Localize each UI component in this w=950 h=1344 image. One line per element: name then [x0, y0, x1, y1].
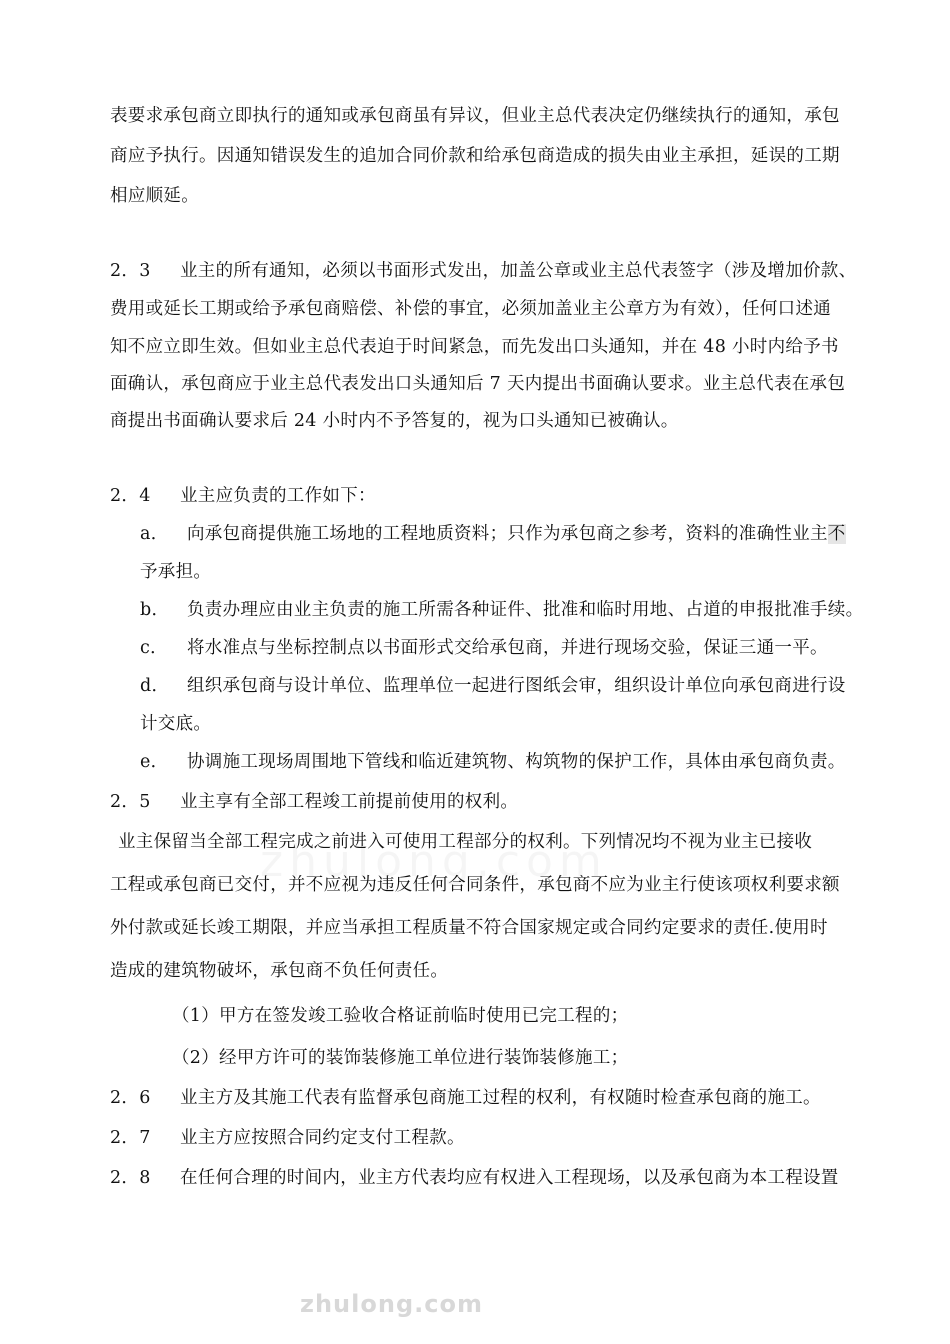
clause-title: 业主享有全部工程竣工前提前使用的权利。 [180, 792, 519, 812]
clause-2-3-heading [110, 259, 856, 283]
list-item-e [140, 750, 846, 774]
clause-line: 知不应立即生效。但如业主总代表迫于时间紧急，而先发出口头通知，并在 48 小时内给予书 [110, 337, 839, 357]
paragraph-line: 相应顺延。 [110, 186, 199, 206]
list-label: d． [140, 676, 170, 696]
clause-2-5-heading [110, 790, 518, 814]
clause-number: 2．3 [110, 261, 151, 281]
list-text: 将水准点与坐标控制点以书面形式交给承包商，并进行现场交验，保证三通一平。 [187, 638, 828, 658]
list-label: c． [140, 638, 168, 658]
list-text: 组织承包商与设计单位、监理单位一起进行图纸会审，组织设计单位向承包商进行设 [187, 676, 846, 696]
clause-number: 2．6 [110, 1088, 151, 1108]
paragraph-line: 商应予执行。因通知错误发生的追加合同价款和给承包商造成的损失由业主承担，延误的工期 [110, 146, 840, 166]
list-item-d [140, 674, 846, 698]
clause-title: 业主应负责的工作如下： [180, 486, 376, 506]
list-text: 向承包商提供施工场地的工程地质资料；只作为承包商之参考，资料的准确性业主 [187, 524, 828, 544]
list-item-b [140, 598, 863, 622]
list-item-c [140, 636, 828, 660]
paragraph-line: 业主保留当全部工程完成之前进入可使用工程部分的权利。下列情况均不视为业主已接收 [118, 832, 813, 852]
list-label: a． [140, 524, 169, 544]
list-item-continuation: 予承担。 [140, 562, 212, 582]
paragraph-line: 工程或承包商已交付，并不应视为违反任何合同条件，承包商不应为业主行使该项权利要求额 [110, 875, 840, 895]
clause-number: 2．7 [110, 1128, 151, 1148]
watermark-footer: zhulong.com [300, 1290, 483, 1318]
clause-text: 业主的所有通知，必须以书面形式发出，加盖公章或业主总代表签字（涉及增加价款、 [180, 261, 857, 281]
list-label: e． [140, 752, 169, 772]
watermark-center [260, 836, 608, 887]
clause-line: 费用或延长工期或给予承包商赔偿、补偿的事宜，必须加盖业主公章方为有效），任何口述通 [110, 299, 832, 319]
list-text: 协调施工现场周围地下管线和临近建筑物、构筑物的保护工作，具体由承包商负责。 [187, 752, 846, 772]
clause-text: 业主方及其施工代表有监督承包商施工过程的权利，有权随时检查承包商的施工。 [180, 1088, 821, 1108]
paragraph-line: 表要求承包商立即执行的通知或承包商虽有异议，但业主总代表决定仍继续执行的通知，承包 [110, 106, 840, 126]
clause-number: 2．8 [110, 1168, 151, 1188]
clause-2-8 [110, 1166, 839, 1190]
clause-number: 2．5 [110, 792, 151, 812]
list-item-a [140, 522, 846, 546]
clause-line: 商提出书面确认要求后 24 小时内不予答复的，视为口头通知已被确认。 [110, 411, 679, 431]
clause-number: 2．4 [110, 486, 151, 506]
paragraph-line: 造成的建筑物破坏，承包商不负任何责任。 [110, 961, 449, 981]
clause-2-6 [110, 1086, 821, 1110]
list-label: b． [140, 600, 170, 620]
highlighted-text: 不 [827, 524, 846, 544]
case-item: （2）经甲方许可的装饰装修施工单位进行装饰装修施工； [172, 1048, 629, 1068]
list-item-continuation: 计交底。 [140, 714, 212, 734]
clause-text: 在任何合理的时间内，业主方代表均应有权进入工程现场，以及承包商为本工程设置 [180, 1168, 839, 1188]
clause-line: 面确认，承包商应于业主总代表发出口头通知后 7 天内提出书面确认要求。业主总代表在承包 [110, 374, 846, 394]
paragraph-line: 外付款或延长竣工期限，并应当承担工程质量不符合国家规定或合同约定要求的责任.使用时 [110, 918, 828, 938]
clause-text: 业主方应按照合同约定支付工程款。 [180, 1128, 465, 1148]
list-text: 负责办理应由业主负责的施工所需各种证件、批准和临时用地、占道的申报批准手续。 [187, 600, 864, 620]
clause-2-4-heading [110, 484, 376, 508]
clause-2-7 [110, 1126, 465, 1150]
case-item: （1）甲方在签发竣工验收合格证前临时使用已完工程的； [172, 1006, 629, 1026]
